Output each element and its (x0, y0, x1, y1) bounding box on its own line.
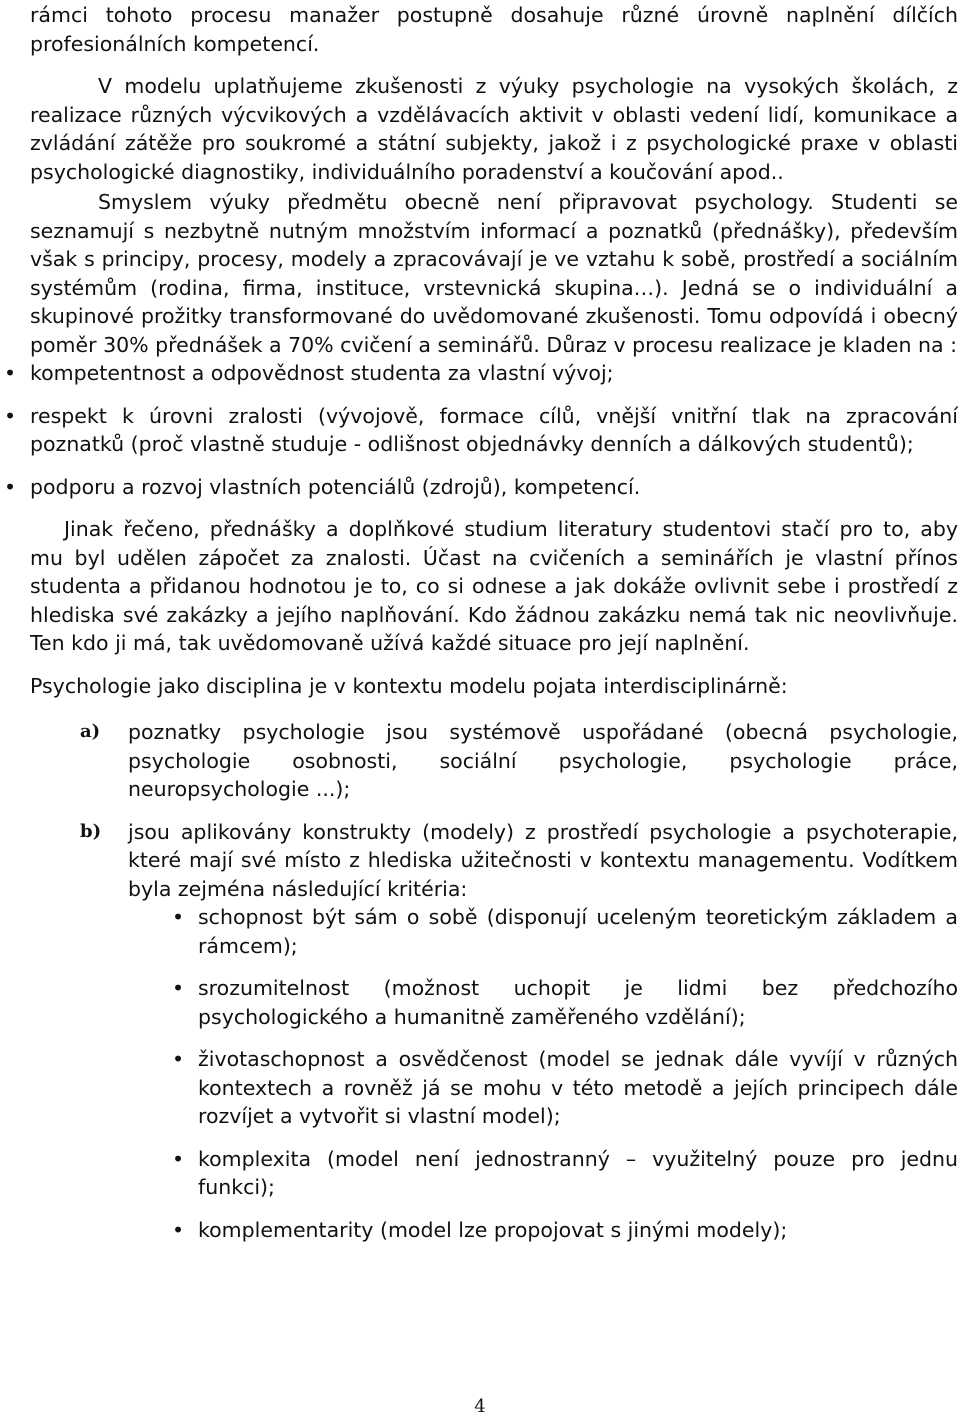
list-item-text: komplementarity (model lze propojovat s jinými modely); (198, 1217, 788, 1242)
lettered-list (30, 718, 958, 1244)
bullet-icon: • (4, 361, 17, 385)
bullet-icon: • (172, 1146, 185, 1171)
paragraph-model-experience: V modelu uplatňujeme zkušenosti z výuky psychologie na vysokých školách, z realizace různých výcvikových a vzdělávacích aktivit v oblasti vedení lidí, komunikace a zvládání zátěže pro soukromé a státní subjekty, jakož i z psychologické praxe v oblasti psychologické diagnostiky, individuálního poradenství a koučování apod.. (30, 74, 958, 184)
list-item (172, 1145, 958, 1202)
emphasis-bullet-list (4, 359, 958, 501)
list-item-text: životaschopnost a osvědčenost (model se jednak dále vyvíjí v různých kontextech a rovněž já se mohu v této metodě a jejích principech dále rozvíjet a vytvořit si vlastní model); (198, 1047, 958, 1128)
list-item-text: srozumitelnost (možnost uchopit je lidmi bez předchozího psychologického a humanitně zaměřeného vzdělání); (198, 976, 958, 1029)
page-number: 4 (474, 1396, 486, 1417)
list-item-text: komplexita (model není jednostranný – využitelný pouze pro jednu funkci); (198, 1146, 958, 1199)
list-item-text: jsou aplikovány konstrukty (modely) z prostředí psychologie a psychoterapie, které mají své místo z hlediska užitečnosti v kontextu managementu. Vodítkem byla zejména následující kritéria: (128, 819, 958, 901)
list-item-text: podporu a rozvoj vlastních potenciálů (zdrojů), kompetencí. (30, 474, 641, 499)
criteria-bullet-list (172, 903, 958, 1244)
bullet-icon: • (4, 403, 17, 428)
bullet-icon: • (172, 905, 185, 929)
lettered-item-a (30, 718, 958, 804)
lettered-item-b (30, 818, 958, 1245)
list-item-text: schopnost být sám o sobě (disponují uceleným teoretickým základem a rámcem); (198, 905, 958, 958)
list-item (172, 1216, 958, 1245)
bullet-icon: • (172, 1047, 185, 1071)
bullet-icon: • (172, 976, 185, 1000)
list-item (172, 903, 958, 960)
list-item (4, 473, 958, 502)
paragraph-teaching-purpose: Smyslem výuky předmětu obecně není připravovat psychology. Studenti se seznamují s nezbytně nutným množstvím informací a poznatků (přednášky), především však s principy, procesy, modely a zpracovávají je ve vztahu k sobě, prostředí a sociálním systémům (rodina, firma, instituce, vrstevnická skupina…). Jedná se o individuální a skupinové prožitky transformované do uvědomované zkušenosti. Tomu odpovídá i obecný poměr 30% přednášek a 70% cvičení a seminářů. Důraz v procesu realizace je kladen na : (30, 190, 958, 357)
list-marker: a) (80, 721, 101, 742)
list-item (172, 1045, 958, 1131)
paragraph-lectures-vs-seminars: Jinak řečeno, přednášky a doplňkové studium literatury studentovi stačí pro to, aby mu byl udělen zápočet za znalosti. Účast na cvičeních a seminářích je vlastní přínos studenta a přidanou hodnotou je to, co si odnese a jak dokáže ovlivnit sebe i prostředí z hlediska své zakázky a jejího naplňování. Kdo žádnou zakázku nemá tak nic neovlivňuje. Ten kdo ji má, tak uvědomovaně užívá každé situace pro její naplnění. (30, 517, 958, 655)
list-marker: b) (80, 820, 102, 842)
bullet-icon: • (4, 474, 17, 499)
list-item (4, 359, 958, 388)
list-item-text: kompetentnost a odpovědnost studenta za vlastní vývoj; (30, 361, 614, 385)
list-item (172, 974, 958, 1031)
paragraph-interdisciplinary: Psychologie jako disciplina je v kontextu modelu pojata interdisciplinárně: (30, 673, 788, 698)
page-content (4, 1, 958, 1258)
list-item-text: poznatky psychologie jsou systémově uspořádané (obecná psychologie, psychologie osobnosti, sociální psychologie, psychologie práce, neuropsychologie ...); (128, 720, 958, 801)
paragraph-continuation: rámci tohoto procesu manažer postupně dosahuje různé úrovně naplnění dílčích profesionálních kompetencí. (30, 3, 958, 56)
list-item (4, 402, 958, 459)
list-item-text: respekt k úrovni zralosti (vývojově, formace cílů, vnější vnitřní tlak na zpracování poznatků (proč vlastně studuje - odlišnost objednávky denních a dálkových studentů); (30, 403, 958, 456)
bullet-icon: • (172, 1217, 185, 1242)
